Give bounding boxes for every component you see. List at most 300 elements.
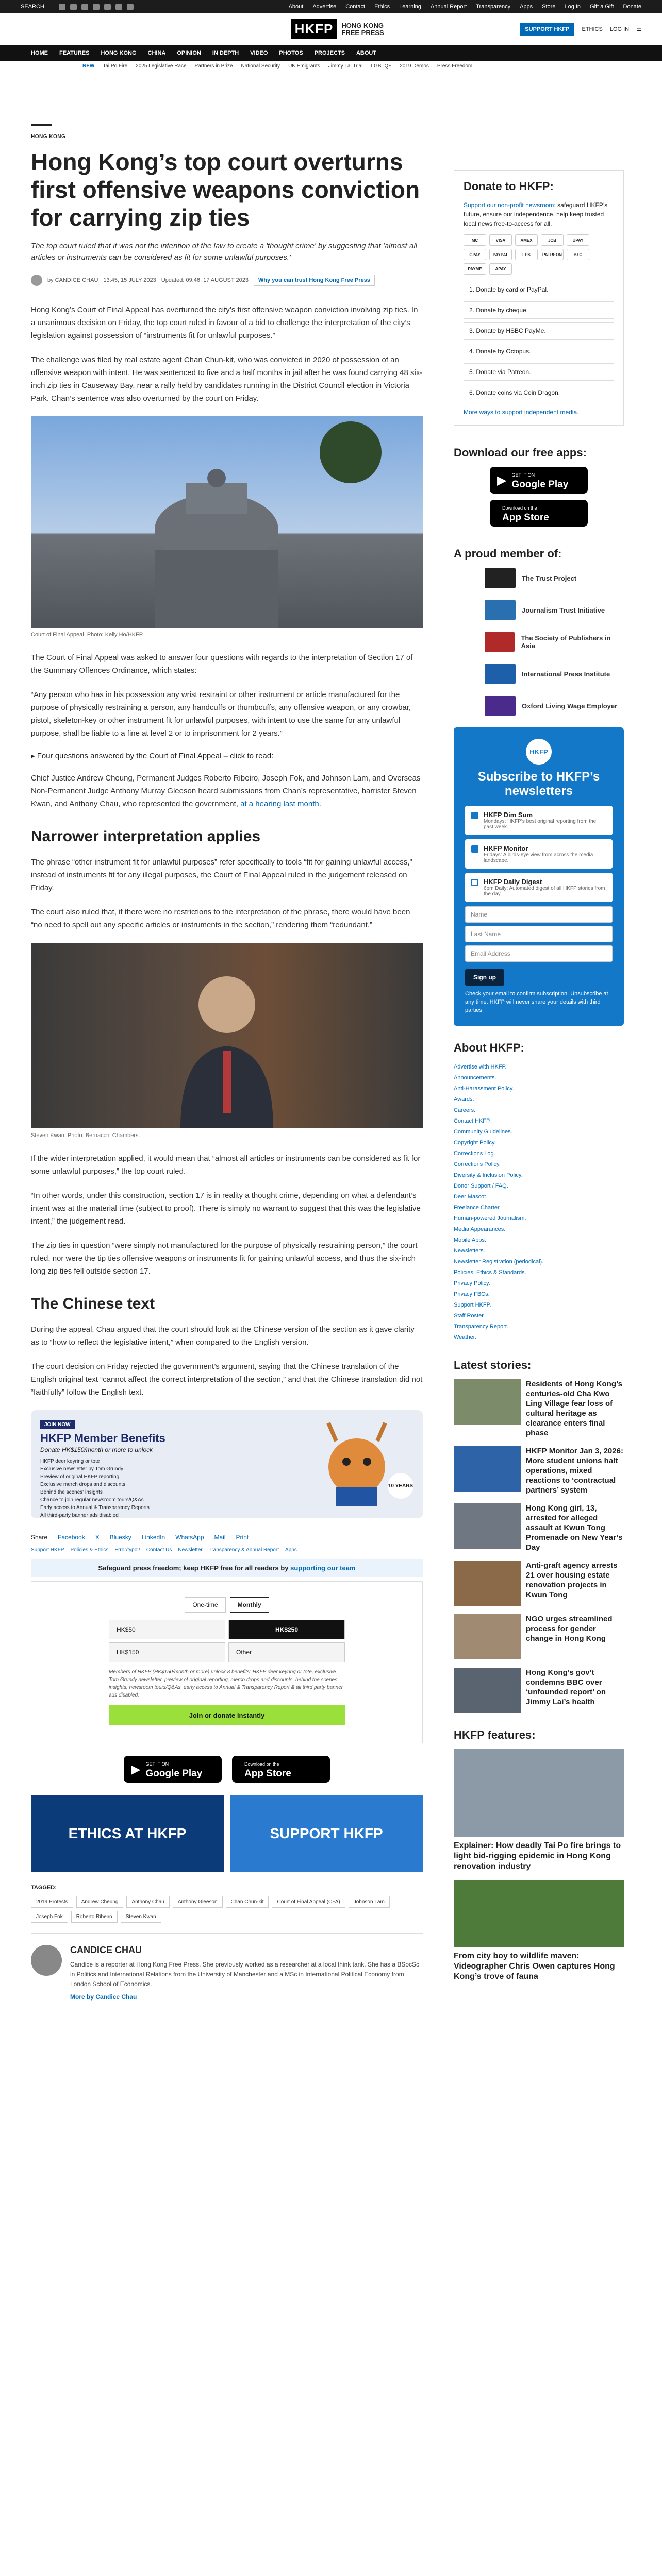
fps-icon: FPS (515, 249, 538, 260)
footer-link[interactable]: Apps (285, 1547, 297, 1553)
paragraph: Chief Justice Andrew Cheung, Permanent Judges Roberto Ribeiro, Joseph Fok, and Johnson Lam, and Overseas Non-Permanent Judge Anthony Murray Gleeson heard submissions from Chan’s representative, barrister Steven Kwan, and Anthony Chau, who represented the government, at a hearing last month. (31, 774, 421, 808)
donate-option[interactable]: 4. Donate by Octopus. (464, 343, 614, 360)
feature-title: Explainer: How deadly Tai Po fire brings to light bid-rigging epidemic in Hong Kong renovation industry (454, 1841, 621, 1871)
latest-story[interactable] (454, 1503, 624, 1552)
member-org[interactable] (485, 600, 624, 620)
about-link[interactable]: Newsletters. (454, 1248, 485, 1254)
frequency-tabs (109, 1597, 345, 1613)
about-link[interactable]: Human-powered Journalism. (454, 1215, 526, 1222)
top-link-learning[interactable]: Learning (399, 4, 421, 10)
author-box-content (70, 1945, 423, 2001)
portrait-illustration (31, 943, 423, 1128)
about-link[interactable]: Privacy Policy. (454, 1280, 490, 1286)
about-link[interactable]: Freelance Charter. (454, 1205, 501, 1211)
ticker-item[interactable]: 2025 Legislative Race (136, 63, 187, 69)
last-name-field[interactable]: Last Name (465, 926, 613, 942)
google-play-text (145, 1759, 202, 1780)
top-link-contact[interactable]: Contact (345, 4, 366, 10)
paragraph: During the appeal, Chau argued that the court should look at the Chinese version of the section as it gave clarity as to “how to reflect the legislative intent,” when compared to the English version. (31, 1325, 415, 1347)
ticker-item[interactable]: National Security (241, 63, 280, 69)
member-benefits-promo[interactable] (31, 1410, 423, 1518)
nav-video[interactable]: VIDEO (250, 50, 268, 56)
sidebar-app-store-badge[interactable] (490, 500, 588, 527)
ethics-banner[interactable]: ETHICS AT HKFP (31, 1795, 224, 1872)
nav-about[interactable]: ABOUT (356, 50, 377, 56)
benefit-item: HKFP deer keyring or tote (40, 1459, 100, 1464)
author-box-avatar[interactable] (31, 1945, 62, 1976)
newsletter-title: HKFP Daily Digest (484, 878, 542, 886)
newsletter-checkbox[interactable] (471, 845, 478, 853)
donate-option[interactable]: 3. Donate by HSBC PayMe. (464, 322, 614, 340)
about-link[interactable]: Advertise with HKFP. (454, 1064, 507, 1070)
latest-story[interactable] (454, 1379, 624, 1438)
questions-toggle[interactable] (31, 751, 423, 760)
about-link[interactable]: Weather. (454, 1334, 476, 1341)
byline (31, 275, 423, 286)
tag[interactable]: Steven Kwan (121, 1911, 161, 1923)
google-play-badge[interactable] (124, 1756, 222, 1783)
google-play-big: Google Play (145, 1768, 203, 1779)
logo-mark: HKFP (291, 19, 338, 39)
apps-section (454, 446, 624, 527)
donate-title: Donate to HKFP: (464, 180, 554, 193)
top-bar (0, 0, 662, 13)
tab-monthly[interactable]: Monthly (230, 1597, 269, 1613)
logo-line2: FREE PRESS (341, 28, 384, 37)
more-ways-link[interactable]: More ways to support independent media. (464, 409, 579, 416)
share-whatsapp[interactable]: WhatsApp (175, 1534, 204, 1541)
donate-strip-text: Safeguard press freedom; keep HKFP free for all readers by (98, 1564, 291, 1572)
unionpay-icon: UPAY (567, 234, 589, 246)
ticker-item[interactable]: Tai Po Fire (103, 63, 128, 69)
article (31, 124, 423, 2001)
newsletter-checkbox[interactable] (471, 812, 478, 819)
support-button[interactable]: SUPPORT HKFP (520, 23, 574, 36)
signup-button[interactable]: Sign up (465, 969, 504, 986)
about-link[interactable]: Privacy FBCs. (454, 1291, 490, 1297)
story-thumbnail (454, 1614, 521, 1659)
paragraph: The zip ties in question “were simply not manufactured for the purpose of physically restraining person,” the court ruled, nor were the tip ties offensive weapons or instruments fit for gaining unlawful access, and thus the six-inch long zip ties fell outside section 17. (31, 1241, 418, 1276)
article-kicker[interactable]: HONG KONG (31, 134, 66, 140)
deer-mascot-illustration (310, 1420, 403, 1508)
paragraph: The Court of Final Appeal was asked to answer four questions with regards to the interpretation of Section 17 of the Summary Offences Ordinance, which states: (31, 653, 413, 675)
share-bluesky[interactable]: Bluesky (109, 1534, 131, 1541)
tag[interactable]: Anthony Gleeson (173, 1896, 223, 1908)
logo-line1: HONG KONG (341, 21, 384, 29)
features-title: HKFP features: (454, 1728, 536, 1741)
tag-list (31, 1896, 423, 1923)
ticker-item[interactable]: UK Emigrants (288, 63, 320, 69)
about-link[interactable]: Newsletter Registration (periodical). (454, 1259, 544, 1265)
apps-title: Download our free apps: (454, 446, 587, 459)
benefit-item: Behind the scenes' insights (40, 1489, 103, 1495)
about-link[interactable]: Transparency Report. (454, 1324, 508, 1330)
about-link[interactable]: Media Appearances. (454, 1226, 506, 1232)
tag[interactable]: Johnson Lam (349, 1896, 390, 1908)
story-title: Hong Kong girl, 13, arrested for alleged assault at Kwun Tong Promenade on New Year’s Day (526, 1504, 623, 1552)
donate-option[interactable]: 1. Donate by card or PayPal. (464, 281, 614, 298)
newsletter-checkbox[interactable] (471, 879, 478, 886)
article-title: Hong Kong’s top court overturns first offensive weapons conviction for carrying zip ties (31, 148, 420, 231)
feature-story[interactable] (454, 1880, 624, 1982)
footer-link[interactable]: Policies & Ethics (70, 1547, 109, 1553)
social-icons (59, 4, 134, 10)
article-dek: The top court ruled that it was not the intention of the law to create a 'thought crime' by suggesting that 'almost all articles or instruments can be considered as fit for some unlawful purposes.' (31, 242, 418, 262)
promo-text (40, 1419, 290, 1518)
join-button[interactable]: Join or donate instantly (109, 1705, 345, 1725)
google-play-small: GET IT ON (511, 472, 535, 478)
member-label: Oxford Living Wage Employer (522, 702, 618, 710)
member-title: A proud member of: (454, 547, 562, 560)
about-link[interactable]: Copyright Policy. (454, 1140, 496, 1146)
hkfp-badge: HKFP (526, 739, 552, 765)
more-by-author[interactable]: More by Candice Chau (70, 1993, 137, 2001)
jcb-icon: JCB (541, 234, 564, 246)
sidebar (454, 170, 624, 1982)
kicker-rule (31, 124, 52, 126)
app-store-big: App Store (244, 1768, 291, 1779)
about-link[interactable]: Announcements. (454, 1075, 496, 1081)
nav-projects[interactable]: PROJECTS (314, 50, 345, 56)
amount-options (109, 1620, 345, 1662)
app-store-small: Download on the (244, 1761, 279, 1767)
main-nav (0, 45, 662, 61)
amount-250[interactable]: HK$250 (228, 1620, 345, 1639)
footer-links (31, 1547, 423, 1553)
donate-option[interactable]: 2. Donate by cheque. (464, 301, 614, 319)
support-banner[interactable]: SUPPORT HKFP (230, 1795, 423, 1872)
member-label: Journalism Trust Initiative (522, 606, 605, 614)
author-bio: Candice is a reporter at Hong Kong Free Press. She previously worked as a researcher at a local think tank. She has a BSocSc in Politics and International Relations from the University of Manchester and a MSc in International Political Economy from London School of Economics. (70, 1961, 420, 1988)
newsletter-option[interactable] (465, 806, 613, 835)
donate-option[interactable]: 6. Donate coins via Coin Dragon. (464, 384, 614, 401)
paragraph: The phrase “other instrument fit for unlawful purposes” refer specifically to tools “fit for gaining unlawful access,” instead of instruments fit for any illegal purposes, the Court of Final Appeal ruled in the judgement released on Friday. (31, 858, 412, 892)
about-link[interactable]: Policies, Ethics & Standards. (454, 1269, 526, 1276)
gift-link[interactable]: Gift a Gift (590, 4, 614, 10)
donate-intro (464, 200, 614, 228)
nav-hong-kong[interactable]: HONG KONG (101, 50, 137, 56)
threads-icon[interactable] (115, 4, 122, 10)
bottom-banners (31, 1795, 423, 1872)
ticker-item[interactable]: LGBTQ+ (371, 63, 392, 69)
about-link[interactable]: Deer Mascot. (454, 1194, 488, 1200)
member-label: International Press Institute (522, 670, 610, 678)
benefits-list (40, 1458, 290, 1519)
ticker-item[interactable]: Jimmy Lai Trial (328, 63, 363, 69)
newsletter-title: HKFP Dim Sum (484, 811, 533, 819)
about-link[interactable]: Donor Support / FAQ. (454, 1183, 508, 1189)
tags-label: TAGGED: (31, 1885, 57, 1891)
email-field[interactable]: Email Address (465, 945, 613, 962)
about-link[interactable]: Careers. (454, 1107, 476, 1113)
footer-link[interactable]: Contact Us (146, 1547, 172, 1553)
membership-section (454, 547, 624, 716)
story-thumbnail (454, 1668, 521, 1713)
bitcoin-icon: BTC (567, 249, 589, 260)
visa-icon: VISA (489, 234, 512, 246)
donate-card (454, 170, 624, 426)
paypal-icon: PAYPAL (489, 249, 512, 260)
benefit-item: Exclusive newsletter by Tom Grundy (40, 1466, 123, 1472)
member-logo (485, 632, 515, 652)
members-note: Members of HKFP (HK$150/month or more) unlock 8 benefits: HKFP deer keyring or tote, exclusive Tom Grundy newsletter, preview of original reporting, merch drops and discounts, behind the scenes insights, newsroom tours/Q&As, early access to Annual & Transparency Report & all third party banner ads disabled. (109, 1669, 343, 1698)
app-store-text (502, 503, 549, 523)
newsletter-desc: Mondays: HKFP’s best original reporting from the past week. (484, 819, 597, 830)
member-logo (485, 600, 516, 620)
telegram-icon[interactable] (104, 4, 111, 10)
x-icon[interactable] (70, 4, 77, 10)
app-badges (31, 1756, 423, 1783)
member-logo (485, 696, 516, 716)
about-link[interactable]: Awards. (454, 1096, 474, 1103)
share-facebook[interactable]: Facebook (58, 1534, 85, 1541)
ticker-item[interactable]: Partners in Prize (194, 63, 233, 69)
about-link[interactable]: Support HKFP. (454, 1302, 491, 1308)
nav-china[interactable]: CHINA (147, 50, 166, 56)
app-store-badge[interactable] (232, 1756, 330, 1783)
member-org[interactable] (485, 696, 624, 716)
apple-pay-icon: APAY (489, 263, 512, 275)
google-play-text (511, 470, 568, 490)
top-link-apps[interactable]: Apps (520, 4, 533, 10)
newsletter-info (484, 844, 606, 863)
promo-subtitle: Donate HK$150/month or more to unlock (40, 1446, 153, 1453)
about-title: About HKFP: (454, 1041, 524, 1054)
newsletter-desc: 6pm Daily: Automated digest of all HKFP stories from the day. (484, 886, 605, 897)
author-name[interactable]: CANDICE CHAU (70, 1945, 142, 1955)
nav-in-depth[interactable]: IN DEPTH (212, 50, 239, 56)
donate-option[interactable]: 5. Donate via Patreon. (464, 363, 614, 381)
member-org[interactable] (485, 664, 624, 684)
about-link[interactable]: Staff Roster. (454, 1313, 485, 1319)
logo-text (341, 22, 384, 37)
amount-150[interactable]: HK$150 (109, 1642, 225, 1662)
share-mail[interactable]: Mail (214, 1534, 226, 1541)
hamburger-icon[interactable]: ☰ (636, 26, 641, 32)
newsletter-option[interactable] (465, 839, 613, 869)
story-thumbnail (454, 1379, 521, 1425)
tag[interactable]: Anthony Chau (126, 1896, 169, 1908)
paragraph: “In other words, under this construction, section 17 is in reality a thought crime, depending on what a defendant’s intent was at the material time (subject to proof). There is simply no warrant to suggest that this was the legislative intent,” the judgement read. (31, 1191, 421, 1226)
sidebar-google-play-badge[interactable] (490, 467, 588, 494)
story-thumbnail (454, 1561, 521, 1606)
ticker-label: NEW (82, 63, 95, 69)
paragraph: The challenge was filed by real estate agent Chan Chun-kit, who was convicted in 2020 of possession of an offensive weapon with intent. He was sentenced to five and a half months in jail after he was found carrying 48 six-inch zip ties in Causeway Bay, near a rally held by candidates running in the District Council election in Victoria Park. Chan’s sentence was also overturned by the court on Friday. (31, 355, 423, 403)
masthead-login-link[interactable]: LOG IN (609, 26, 630, 32)
tag[interactable]: Roberto Ribeiro (71, 1911, 118, 1923)
nav-features[interactable]: FEATURES (59, 50, 90, 56)
features-section (454, 1728, 624, 1982)
donate-intro-link[interactable]: Support our non-profit newsroom (464, 201, 554, 209)
search-link[interactable]: SEARCH (21, 4, 44, 10)
share-linkedin[interactable]: LinkedIn (141, 1534, 166, 1541)
facebook-icon[interactable] (59, 4, 65, 10)
tag[interactable]: Court of Final Appeal (CFA) (272, 1896, 345, 1908)
donate-strip-link[interactable]: supporting our team (290, 1564, 356, 1572)
ethics-link[interactable]: ETHICS (582, 26, 603, 32)
about-link[interactable]: Anti-Harassment Policy. (454, 1086, 514, 1092)
latest-section (454, 1359, 624, 1713)
masthead (0, 13, 662, 45)
tag[interactable]: Joseph Fok (31, 1911, 68, 1923)
newsletter-option[interactable] (465, 873, 613, 902)
payment-methods (464, 234, 614, 275)
top-link-annual-report[interactable]: Annual Report (430, 4, 467, 10)
story-title: HKFP Monitor Jan 3, 2026: More student unions halt operations, mixed reactions to ‘contractual partners’ system (526, 1447, 623, 1495)
nav-opinion[interactable]: OPINION (177, 50, 201, 56)
top-link-about[interactable]: About (288, 4, 304, 10)
mastercard-icon: MC (464, 234, 486, 246)
ticker-item[interactable]: Press Freedom (437, 63, 473, 69)
donate-intro-text: ; safeguard HKFP’s future, ensure our independence, help keep trusted local news free-to-access for all. (464, 201, 608, 227)
updated-date: Updated: 09:46, 17 AUGUST 2023 (161, 277, 249, 283)
feature-thumbnail (454, 1749, 624, 1837)
ten-years-badge: 10 YEARS (388, 1473, 413, 1499)
caret-right-icon: ▸ (31, 752, 37, 760)
feature-thumbnail (454, 1880, 624, 1947)
app-store-small: Download on the (502, 505, 537, 511)
donate-strip (31, 1559, 423, 1577)
deer-mascot (300, 1419, 413, 1509)
member-label: The Trust Project (522, 574, 577, 582)
top-link-advertise[interactable]: Advertise (312, 4, 337, 10)
paragraph: The court decision on Friday rejected the government’s argument, saying that the Chinese translation of the English original text “cannot affect the correct interpretation of the section,” and that the Chinese translation did not “faithfully” follow the English text. (31, 1362, 423, 1397)
about-link[interactable]: Community Guidelines. (454, 1129, 512, 1135)
footer-link[interactable]: Newsletter (178, 1547, 203, 1553)
tag[interactable]: Chan Chun-kit (226, 1896, 269, 1908)
feature-title: From city boy to wildlife maven: Videographer Chris Owen captures Hong Kong’s trove of fauna (454, 1952, 615, 1981)
benefit-item: Early access to Annual & Transparency Reports (40, 1505, 150, 1511)
portrait-photo (31, 943, 423, 1128)
hearing-link[interactable]: at a hearing last month (240, 800, 319, 808)
subscribe-title: Subscribe to HKFP’s newsletters (477, 770, 600, 798)
feature-story[interactable] (454, 1749, 624, 1872)
member-logo (485, 568, 516, 588)
author-box (31, 1933, 423, 2001)
paragraph: If the wider interpretation applied, it would mean that “almost all articles or instruments can be considered as fit for some unlawful purposes,” the top court ruled. (31, 1154, 421, 1176)
story-title: Residents of Hong Kong’s centuries-old Cha Kwo Ling Village fear loss of cultural heritage as clearance enters final phase (526, 1380, 622, 1437)
about-section (454, 1041, 624, 1343)
tab-one-time[interactable]: One-time (185, 1597, 225, 1613)
google-play-icon: ▶ (131, 1762, 141, 1776)
paragraph: The court also ruled that, if there were no restrictions to the interpretation of the phrase, there would have been “no need to spell out any specific articles or instruments in the section,” rendering them “redundant.” (31, 908, 410, 929)
photo-caption: Court of Final Appeal. Photo: Kelly Ho/HKFP. (31, 632, 144, 638)
latest-story[interactable] (454, 1446, 624, 1495)
benefit-item: Preview of original HKFP reporting (40, 1474, 120, 1480)
about-links (454, 1062, 624, 1343)
benefit-item: Chance to join regular newsroom tours/Q&As (40, 1497, 144, 1503)
member-label: The Society of Publishers in Asia (521, 634, 611, 650)
share-x[interactable]: X (95, 1534, 100, 1541)
patreon-icon: PATREON (541, 249, 564, 260)
login-link[interactable]: Log In (565, 4, 581, 10)
footer-link[interactable]: Transparency & Annual Report (208, 1547, 279, 1553)
author-line[interactable]: by CANDICE CHAU (47, 277, 98, 283)
story-title: NGO urges streamlined process for gender change in Hong Kong (526, 1615, 613, 1643)
newsletter-info (484, 811, 606, 830)
latest-title: Latest stories: (454, 1359, 532, 1371)
promo-badge: JOIN NOW (40, 1420, 75, 1429)
masthead-actions (520, 23, 641, 36)
section-heading: Narrower interpretation applies (31, 828, 261, 845)
tag[interactable]: Andrew Cheung (76, 1896, 124, 1908)
story-title: Hong Kong’s gov’t condemns BBC over ‘unfounded report’ on Jimmy Lai’s health (526, 1668, 606, 1706)
share-bar (31, 1534, 423, 1541)
donation-widget (31, 1581, 423, 1743)
newsletter-desc: Fridays: A birds-eye view from across the media landscape. (484, 852, 593, 863)
donate-link[interactable]: Donate (623, 4, 641, 10)
story-title: Anti-graft agency arrests 21 over housing estate renovation projects in Kwun Tong (526, 1561, 618, 1599)
author-avatar[interactable] (31, 275, 42, 286)
publish-date: 13:45, 15 JULY 2023 (103, 277, 156, 283)
quoted-law: “Any person who has in his possession any wrist restraint or other instrument or article manufactured for the purpose of physically restraining a person, any handcuffs or thumbcuffs, any offensive weapon, or any crowbar, pistol, skeleton-key or other instrument fit for unlawful purposes, with intent to use the same for any unlawful purpose, shall be liable to a fine at level 2 or to imprisonment for 2 years.” (31, 690, 411, 738)
promo-title: HKFP Member Benefits (40, 1432, 166, 1445)
top-link-ethics[interactable]: Ethics (374, 4, 390, 10)
app-store-text (244, 1759, 291, 1780)
youtube-icon[interactable] (93, 4, 100, 10)
instagram-icon[interactable] (81, 4, 88, 10)
member-org[interactable] (485, 632, 624, 652)
story-thumbnail (454, 1446, 521, 1492)
questions-toggle-label: Four questions answered by the Court of Final Appeal – click to read: (37, 752, 274, 760)
name-field[interactable]: Name (465, 906, 613, 923)
photo-caption: Steven Kwan. Photo: Bernacchi Chambers. (31, 1132, 140, 1139)
latest-story[interactable] (454, 1668, 624, 1713)
footer-link[interactable]: Error/typo? (114, 1547, 140, 1553)
about-link[interactable]: Corrections Log. (454, 1150, 495, 1157)
topic-ticker (0, 61, 662, 72)
amex-icon: AMEX (515, 234, 538, 246)
ticker-item[interactable]: 2019 Demos (400, 63, 429, 69)
share-label: Share (31, 1534, 48, 1541)
trust-link[interactable]: Why you can trust Hong Kong Free Press (254, 275, 375, 286)
paragraph: Hong Kong’s Court of Final Appeal has overturned the city’s first offensive weapon conviction involving zip ties. In a unanimous decision on Friday, the top court ruled in favour of a bid to challenge the interpretation of the city’s legislation against possession of “instruments fit for unlawful purposes.” (31, 306, 418, 340)
amount-other[interactable]: Other (228, 1642, 345, 1662)
email-icon[interactable] (127, 4, 134, 10)
footer-link[interactable]: Support HKFP (31, 1547, 64, 1553)
about-link[interactable]: Contact HKFP. (454, 1118, 491, 1124)
google-play-icon: ▶ (497, 473, 507, 487)
nav-photos[interactable]: PHOTOS (279, 50, 303, 56)
latest-story[interactable] (454, 1614, 624, 1659)
amount-50[interactable]: HK$50 (109, 1620, 225, 1639)
paragraph-text: Chief Justice Andrew Cheung, Permanent Judges Roberto Ribeiro, Joseph Fok, and Johnson Lam, and Overseas Non-Permanent Judge Anthony Murray Gleeson heard submissions from Chan’s representative, barrister Steven Kwan, and Anthony Chau, who represented the government, (31, 774, 421, 808)
latest-story[interactable] (454, 1561, 624, 1606)
nav-home[interactable]: HOME (31, 50, 48, 56)
story-thumbnail (454, 1503, 521, 1549)
newsletter-title: HKFP Monitor (484, 844, 528, 852)
about-link[interactable]: Corrections Policy. (454, 1161, 501, 1167)
about-link[interactable]: Diversity & Inclusion Policy. (454, 1172, 523, 1178)
benefit-item: Exclusive merch drops and discounts (40, 1482, 126, 1487)
court-photo (31, 416, 423, 628)
member-org[interactable] (485, 568, 624, 588)
google-play-big: Google Play (511, 479, 569, 490)
share-print[interactable]: Print (236, 1534, 249, 1541)
court-dome-illustration (31, 416, 423, 628)
site-logo[interactable] (291, 19, 384, 39)
about-link[interactable]: Mobile Apps. (454, 1237, 486, 1243)
top-link-store[interactable]: Store (542, 4, 556, 10)
top-link-transparency[interactable]: Transparency (476, 4, 511, 10)
app-store-big: App Store (502, 512, 549, 523)
payme-icon: PAYME (464, 263, 486, 275)
member-logo (485, 664, 516, 684)
signup-note: Check your email to confirm subscription. Unsubscribe at any time. HKFP will never share your details with third parties. (465, 991, 608, 1013)
newsletter-info (484, 878, 606, 897)
tag[interactable]: 2019 Protests (31, 1896, 73, 1908)
newsletter-box (454, 727, 624, 1026)
